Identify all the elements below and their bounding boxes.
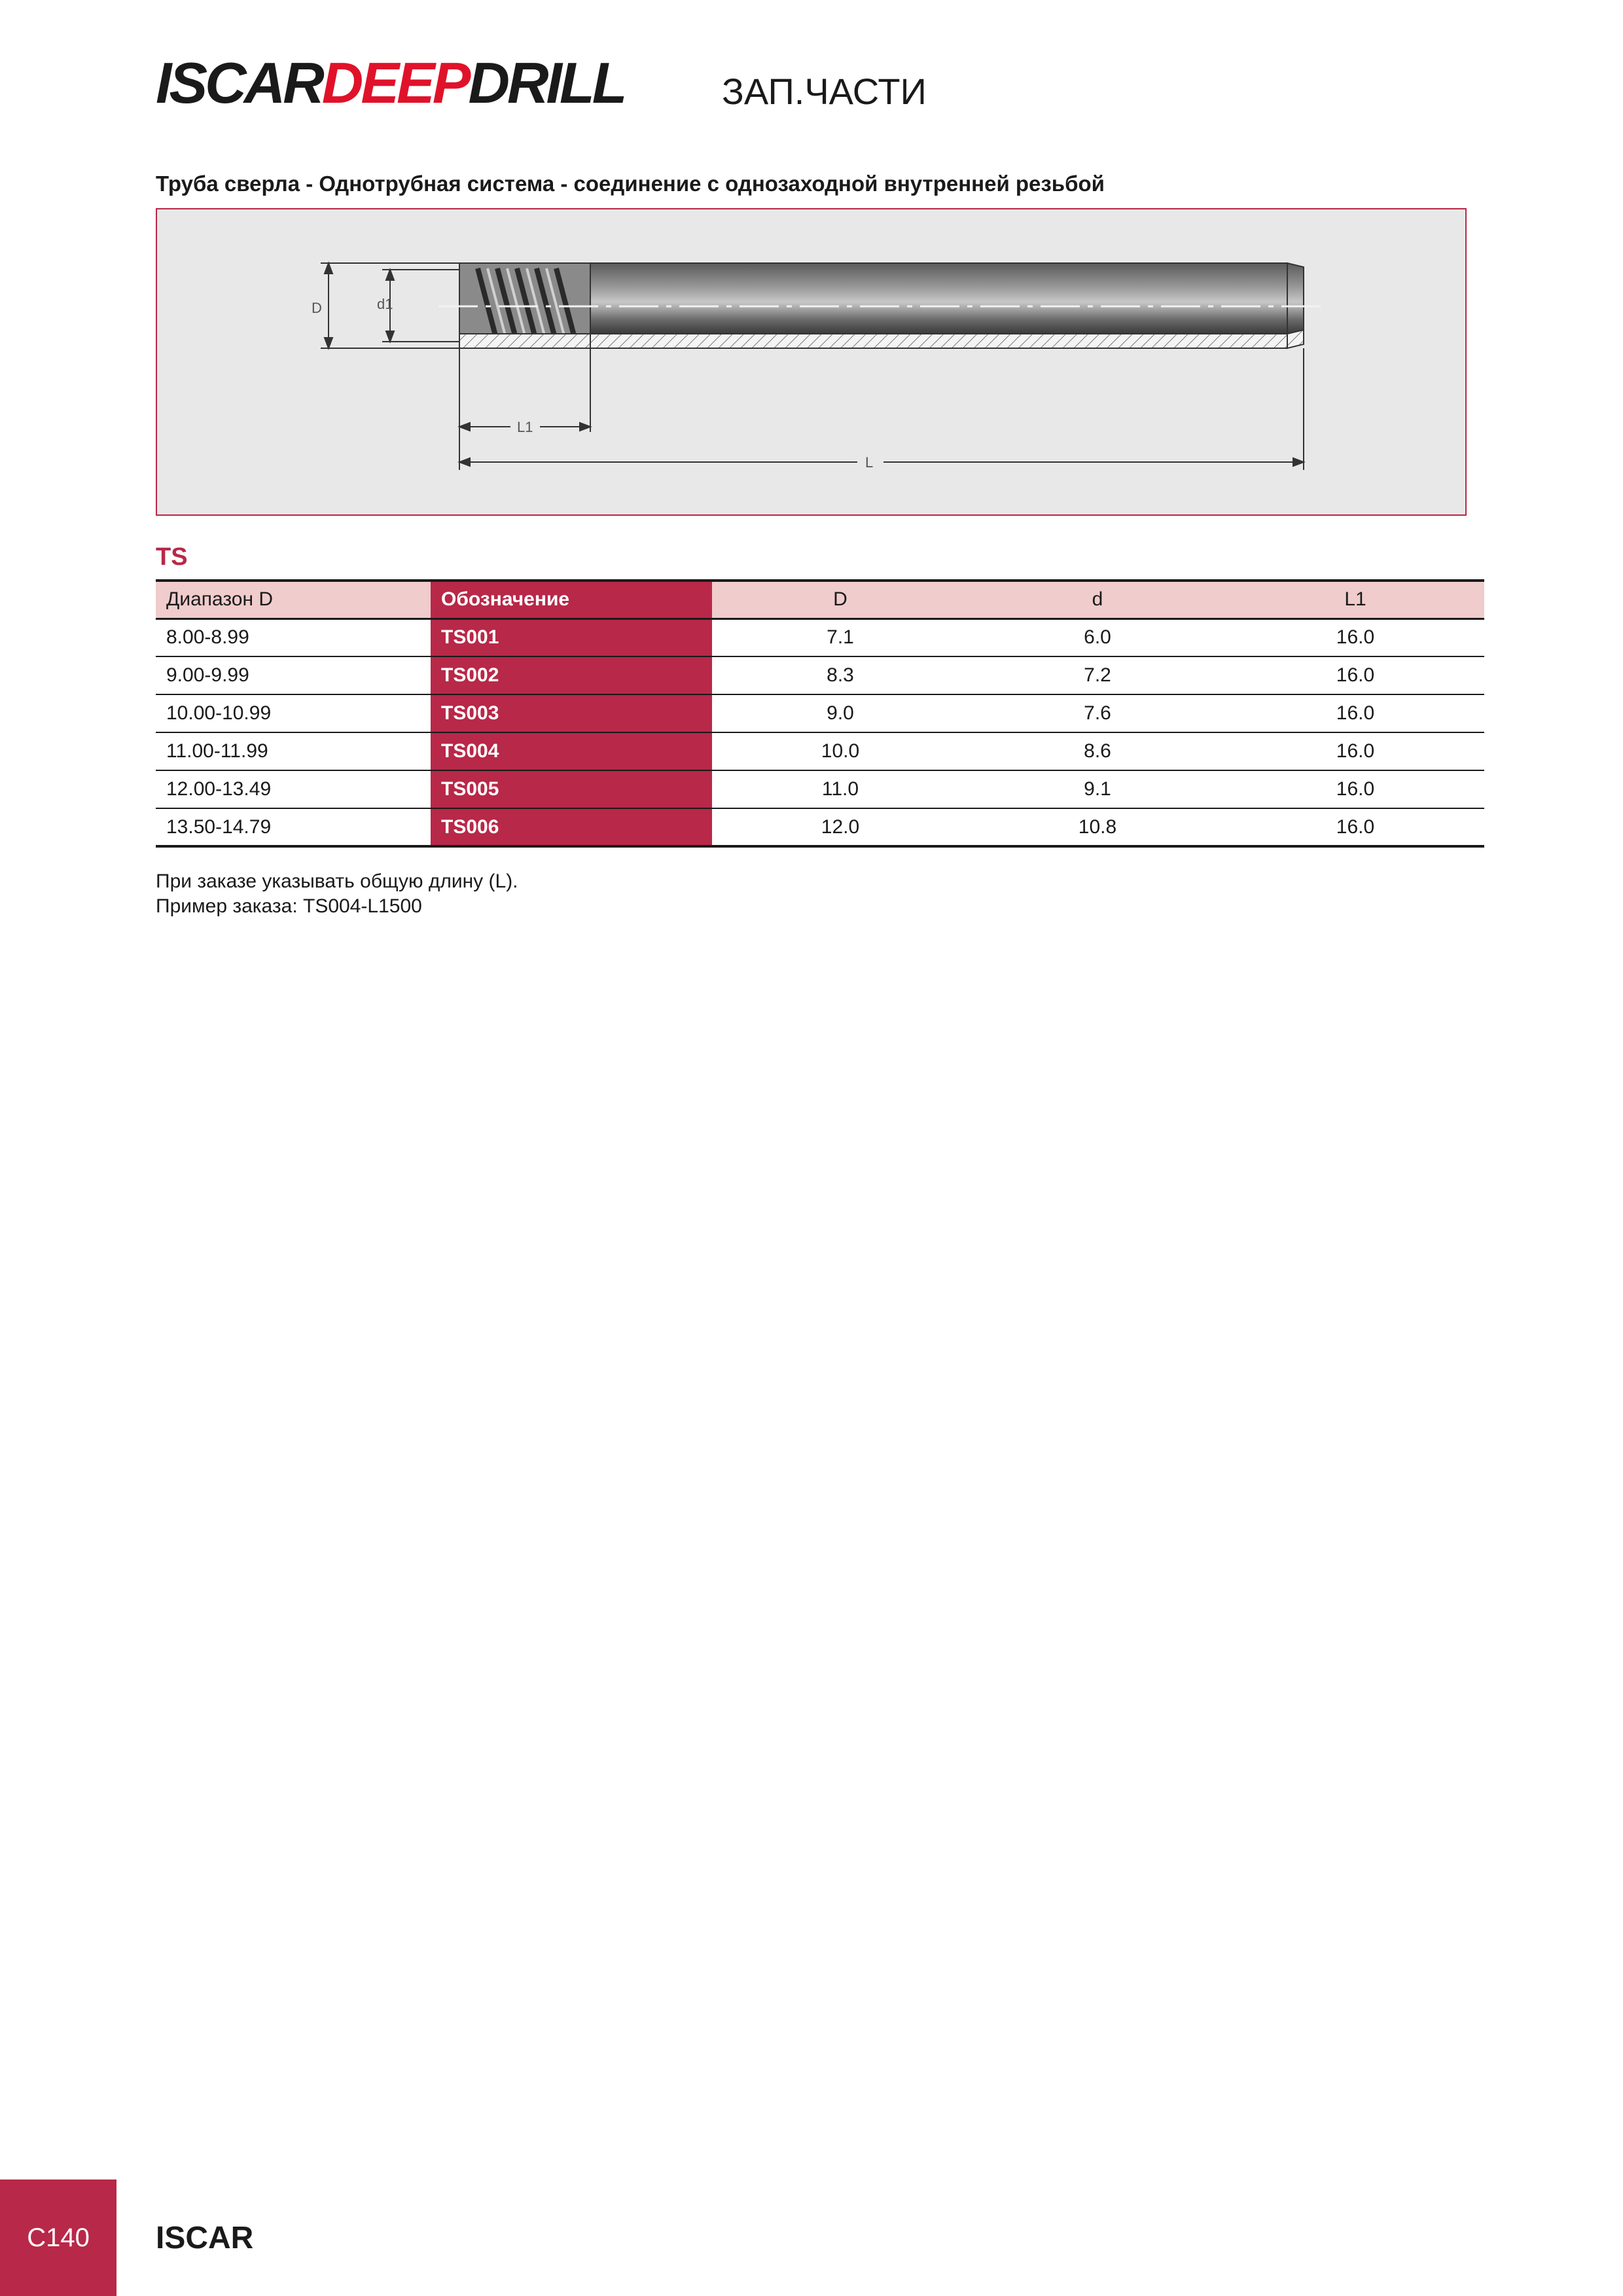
header-designation: Обозначение xyxy=(431,581,712,619)
cell-d: 7.6 xyxy=(1084,702,1111,724)
header-range: Диапазон D xyxy=(156,581,431,619)
logo-deep: DEEP xyxy=(321,50,469,115)
cell-L1: 16.0 xyxy=(1336,816,1375,838)
cell-designation: TS005 xyxy=(431,770,712,808)
section-title: ЗАП.ЧАСТИ xyxy=(722,71,927,112)
cell-range: 12.00-13.49 xyxy=(166,778,272,800)
table-title: TS xyxy=(156,543,188,571)
cell-designation: TS003 xyxy=(431,694,712,732)
cell-L1: 16.0 xyxy=(1336,778,1375,800)
label-D: D xyxy=(312,300,322,316)
cell-d: 7.2 xyxy=(1084,664,1111,686)
cell-D: 11.0 xyxy=(821,778,859,800)
table-row xyxy=(156,732,1484,770)
cell-d: 6.0 xyxy=(1084,626,1111,649)
drill-tube-drawing xyxy=(157,209,1468,517)
cell-designation: TS006 xyxy=(431,808,712,846)
technical-drawing xyxy=(156,208,1467,516)
cell-designation: TS004 xyxy=(431,732,712,770)
cell-D: 9.0 xyxy=(827,702,854,724)
order-note-length: При заказе указывать общую длину (L). xyxy=(156,870,518,892)
cell-range: 9.00-9.99 xyxy=(166,664,249,686)
table-header-row xyxy=(156,581,1484,619)
logo-iscar: ISCAR xyxy=(156,50,322,115)
footer-brand: ISCAR xyxy=(156,2221,254,2255)
cell-D: 7.1 xyxy=(827,626,854,649)
dimension-L1 xyxy=(459,348,590,470)
table-row xyxy=(156,694,1484,732)
table-row xyxy=(156,770,1484,808)
dimension-L xyxy=(459,348,1304,470)
cell-L1: 16.0 xyxy=(1336,740,1375,762)
cell-designation: TS001 xyxy=(431,619,712,656)
order-notes xyxy=(156,869,518,919)
label-L: L xyxy=(865,454,874,471)
product-subtitle: Труба сверла - Однотрубная система - соединение с однозаходной внутренней резьбой xyxy=(156,171,1105,196)
header-d: d xyxy=(969,581,1226,619)
cell-d: 8.6 xyxy=(1084,740,1111,762)
cell-L1: 16.0 xyxy=(1336,664,1375,686)
cell-L1: 16.0 xyxy=(1336,702,1375,724)
cell-D: 8.3 xyxy=(827,664,854,686)
cell-d: 9.1 xyxy=(1084,778,1111,800)
table-row xyxy=(156,656,1484,694)
cell-D: 12.0 xyxy=(821,816,860,838)
cell-range: 13.50-14.79 xyxy=(166,816,272,838)
label-L1: L1 xyxy=(517,419,533,435)
logo-drill: DRILL xyxy=(468,50,625,115)
table-row xyxy=(156,619,1484,656)
cell-L1: 16.0 xyxy=(1336,626,1375,649)
cell-D: 10.0 xyxy=(821,740,860,762)
cell-range: 10.00-10.99 xyxy=(166,702,272,724)
spec-table xyxy=(156,579,1484,848)
label-d1: d1 xyxy=(377,296,393,312)
header-L1: L1 xyxy=(1226,581,1484,619)
page-number: C140 xyxy=(0,2179,116,2296)
table-row xyxy=(156,808,1484,846)
cell-range: 11.00-11.99 xyxy=(166,740,268,762)
cell-designation: TS002 xyxy=(431,656,712,694)
iscar-deepdrill-logo xyxy=(156,50,625,115)
cell-range: 8.00-8.99 xyxy=(166,626,249,649)
order-note-example: Пример заказа: TS004-L1500 xyxy=(156,895,422,917)
cell-d: 10.8 xyxy=(1078,816,1117,838)
header-D: D xyxy=(712,581,969,619)
